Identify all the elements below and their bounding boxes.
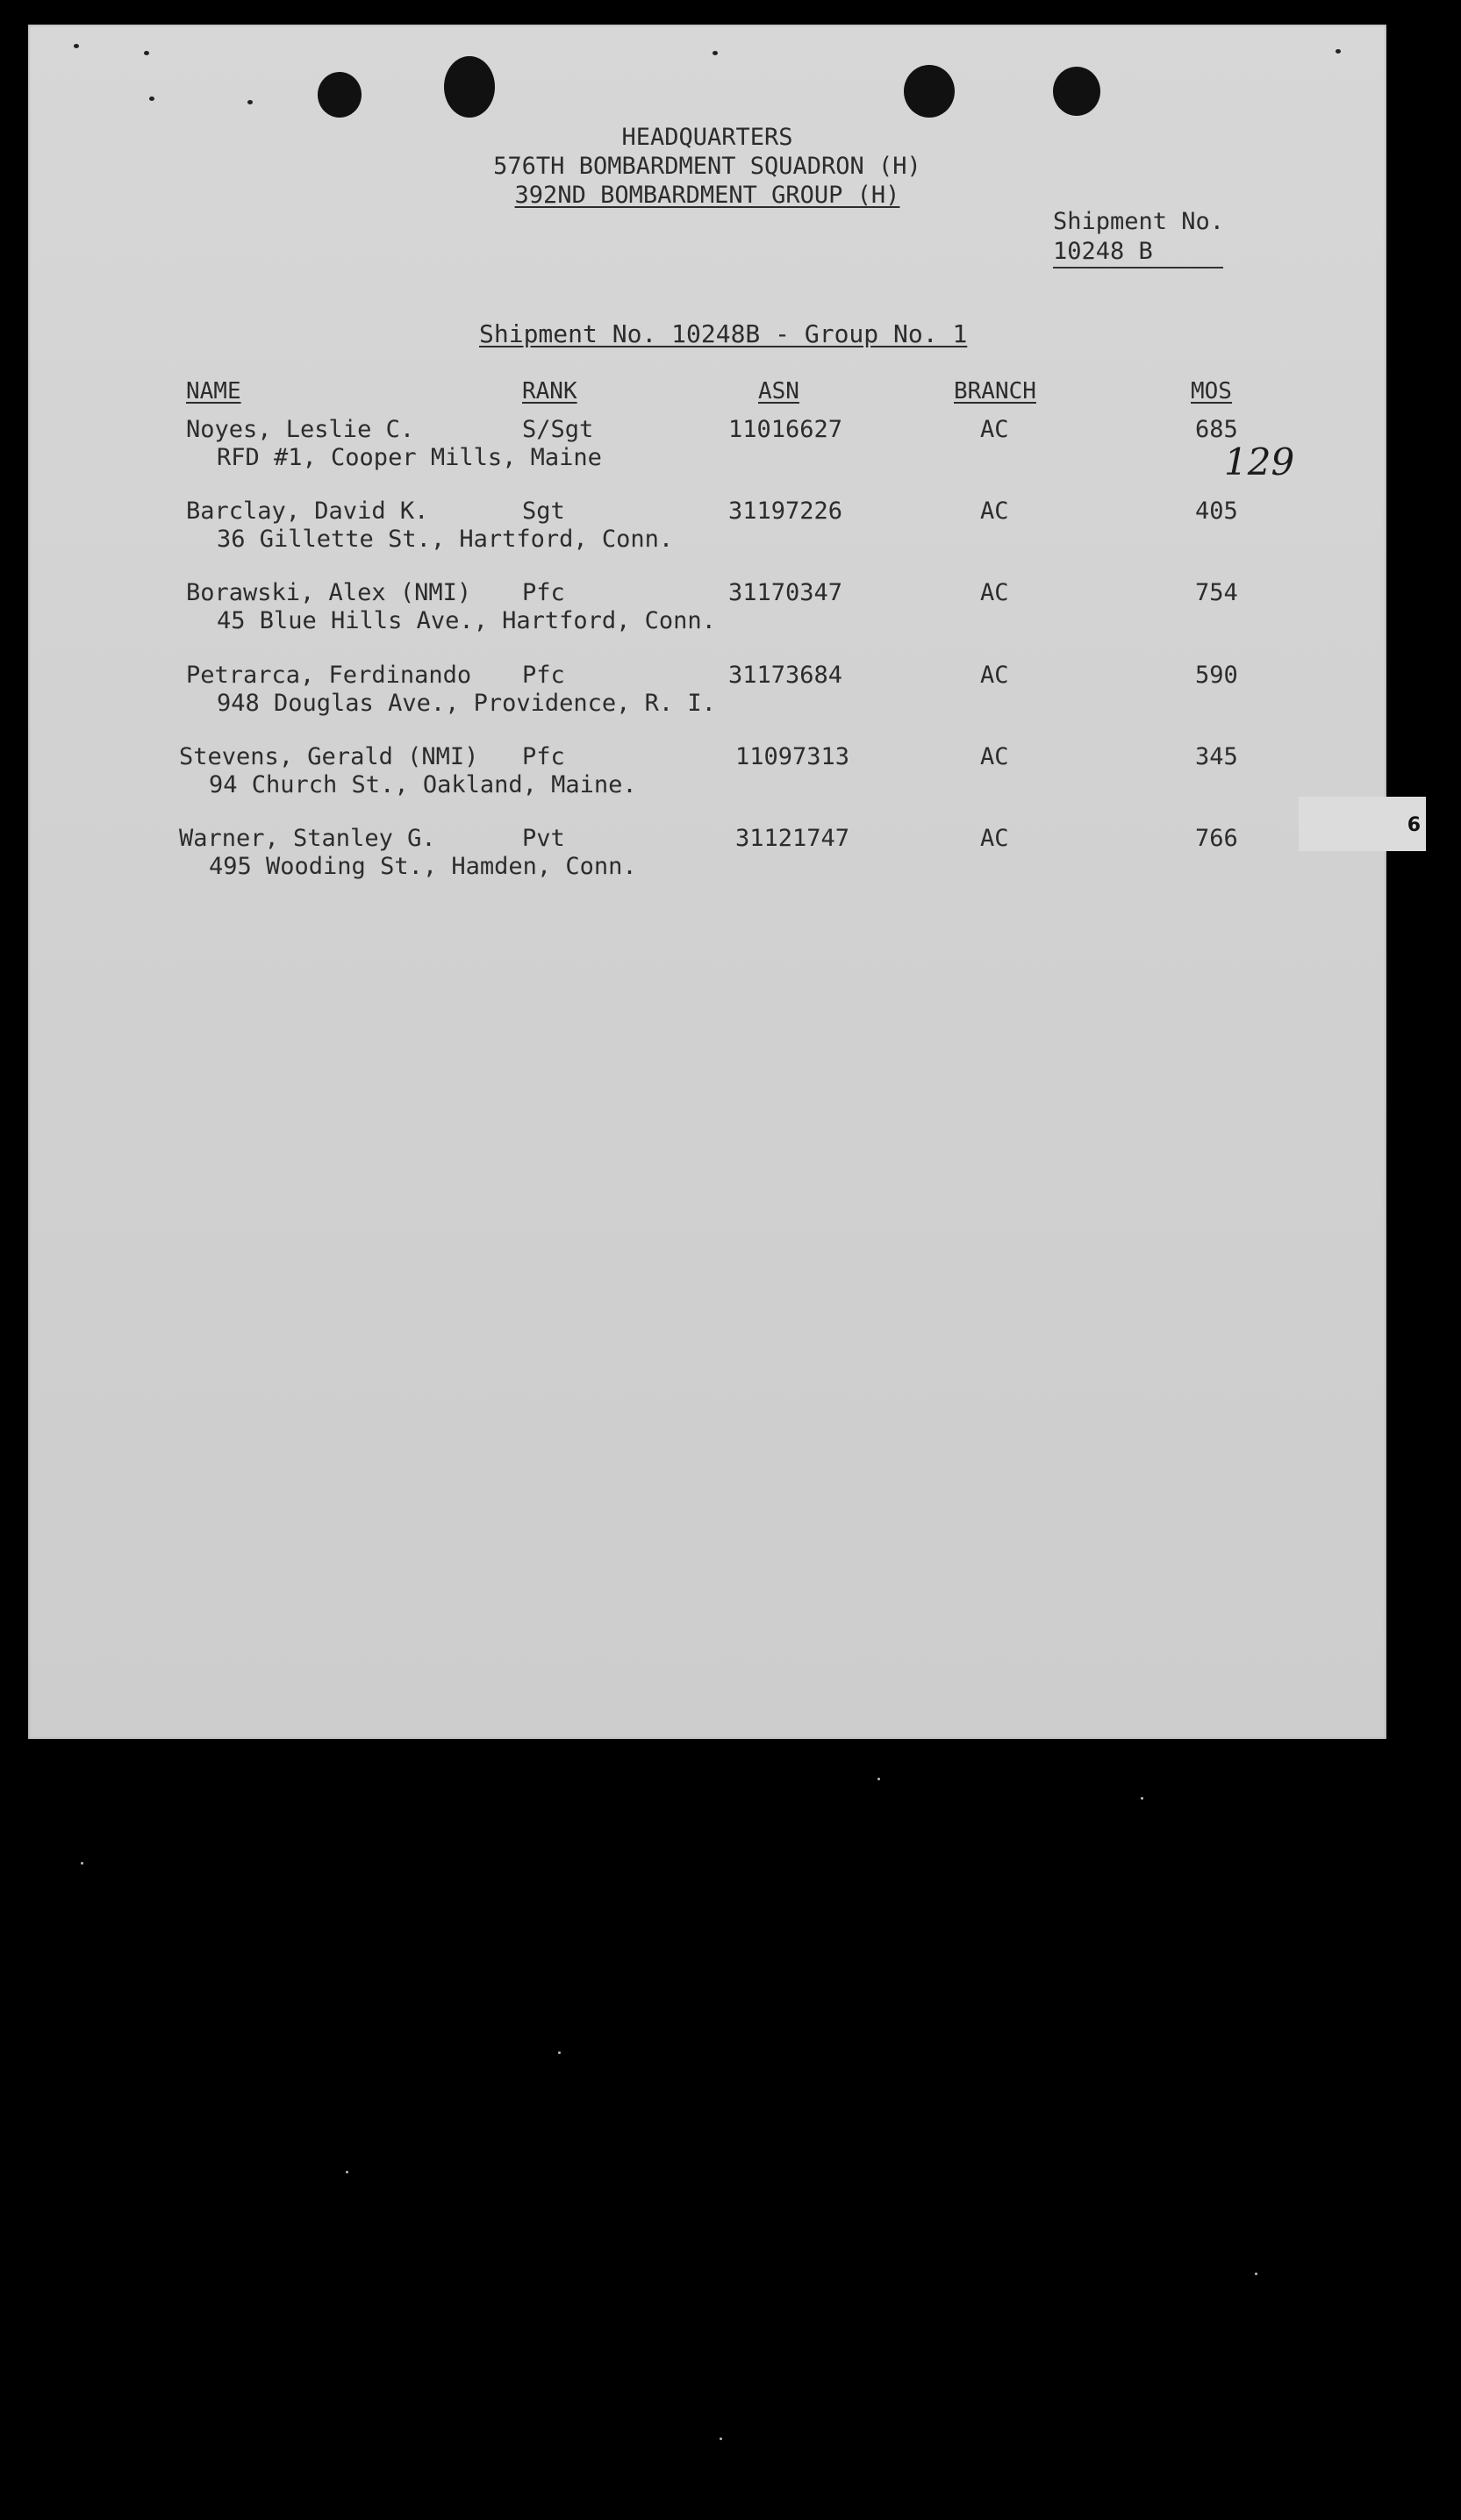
roster-name: Noyes, Leslie C. xyxy=(186,416,415,443)
roster-name: Petrarca, Ferdinando xyxy=(186,662,472,689)
film-speck xyxy=(558,2051,561,2054)
roster-address: RFD #1, Cooper Mills, Maine xyxy=(217,444,602,471)
roster-asn: 11097313 xyxy=(735,743,850,770)
roster-mos: 345 xyxy=(1195,743,1238,770)
roster-name: Barclay, David K. xyxy=(186,498,429,525)
header-line-2: 576TH BOMBARDMENT SQUADRON (H) xyxy=(493,153,921,180)
shipment-number-box xyxy=(1053,207,1224,268)
shipment-label: Shipment No. xyxy=(1053,208,1225,235)
roster-mos: 685 xyxy=(1195,416,1238,443)
roster-asn: 31173684 xyxy=(728,662,843,689)
column-header-rank: RANK xyxy=(522,378,577,404)
punch-hole xyxy=(904,65,955,118)
ink-speck xyxy=(247,100,253,104)
film-speck xyxy=(877,1778,880,1780)
roster-name: Warner, Stanley G. xyxy=(179,825,436,852)
roster-branch: AC xyxy=(980,662,1009,689)
roster-branch: AC xyxy=(980,825,1009,852)
film-speck xyxy=(346,2171,348,2173)
roster-rank: Pfc xyxy=(522,662,565,689)
film-speck xyxy=(81,1862,83,1865)
index-tab xyxy=(1299,797,1426,851)
roster-branch: AC xyxy=(980,743,1009,770)
roster-branch: AC xyxy=(980,416,1009,443)
header-line-3: 392ND BOMBARDMENT GROUP (H) xyxy=(514,182,900,209)
film-speck xyxy=(1255,2273,1257,2275)
column-header-branch: BRANCH xyxy=(954,378,1036,404)
roster-branch: AC xyxy=(980,498,1009,525)
roster-mos: 590 xyxy=(1195,662,1238,689)
document-header xyxy=(28,123,1386,210)
column-header-name: NAME xyxy=(186,378,241,404)
roster-mos: 754 xyxy=(1195,579,1238,606)
roster-mos: 405 xyxy=(1195,498,1238,525)
ink-speck xyxy=(149,97,154,101)
column-header-mos: MOS xyxy=(1191,378,1232,404)
roster-branch: AC xyxy=(980,579,1009,606)
roster-address: 948 Douglas Ave., Providence, R. I. xyxy=(217,690,716,717)
roster-mos: 766 xyxy=(1195,825,1238,852)
ink-speck xyxy=(713,51,718,55)
film-speck xyxy=(720,2438,722,2440)
group-title: Shipment No. 10248B - Group No. 1 xyxy=(479,319,968,348)
roster-name: Borawski, Alex (NMI) xyxy=(186,579,472,606)
ink-speck xyxy=(144,51,149,55)
handwritten-page-number: 129 xyxy=(1224,440,1295,483)
column-header-asn: ASN xyxy=(758,378,799,404)
ink-speck xyxy=(74,44,79,48)
roster-rank: Pfc xyxy=(522,743,565,770)
roster-rank: Pfc xyxy=(522,579,565,606)
header-line-1: HEADQUARTERS xyxy=(621,124,793,151)
punch-hole xyxy=(444,56,495,118)
document-page xyxy=(28,25,1386,1739)
tab-mark: 6 xyxy=(1407,814,1421,836)
roster-asn: 11016627 xyxy=(728,416,843,443)
roster-rank: S/Sgt xyxy=(522,416,594,443)
roster-address: 94 Church St., Oakland, Maine. xyxy=(209,771,637,798)
roster-asn: 31170347 xyxy=(728,579,843,606)
roster-address: 45 Blue Hills Ave., Hartford, Conn. xyxy=(217,607,716,634)
shipment-number: 10248 B xyxy=(1053,237,1224,268)
roster-address: 495 Wooding St., Hamden, Conn. xyxy=(209,853,637,880)
roster-name: Stevens, Gerald (NMI) xyxy=(179,743,479,770)
film-speck xyxy=(1141,1797,1143,1800)
punch-hole xyxy=(1053,67,1100,116)
roster-address: 36 Gillette St., Hartford, Conn. xyxy=(217,526,674,553)
roster-asn: 31197226 xyxy=(728,498,843,525)
ink-speck xyxy=(1336,49,1341,54)
roster-asn: 31121747 xyxy=(735,825,850,852)
roster-rank: Pvt xyxy=(522,825,565,852)
punch-hole xyxy=(318,72,362,118)
roster-rank: Sgt xyxy=(522,498,565,525)
